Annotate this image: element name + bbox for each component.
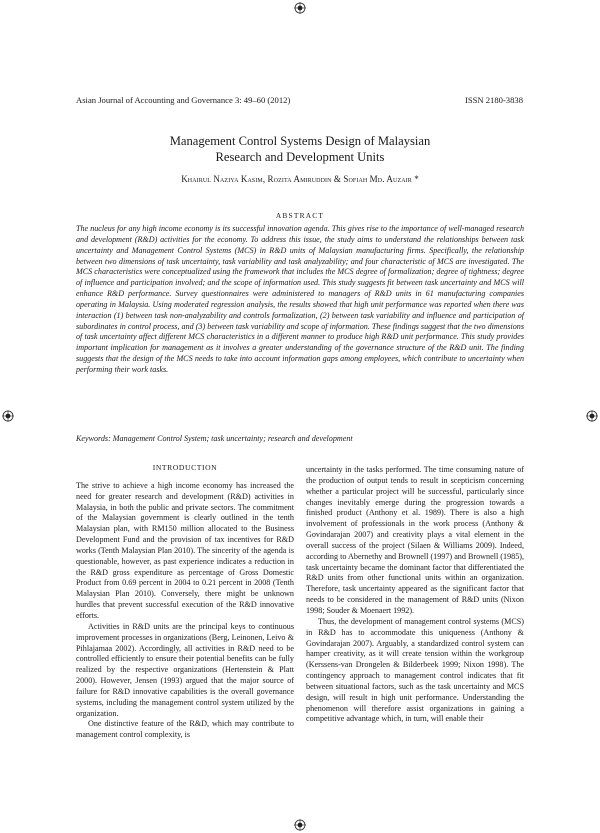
registration-mark-right [586,410,598,422]
keywords: Keywords: Management Control System; task uncertainty; research and development [76,434,353,443]
abstract-text: The nucleus for any high income economy is its successful innovation agenda. This gives rise to the importance of well-managed research and development (R&D) activities for the economy. To address this issue, the study aims to understand the relationships between task uncertainty and Management Control Systems (MCS) in R&D units of Malaysian manufacturing firms. Specifically, the relationship between two dimensions of task uncertainty, task variability and task analyzability; and four characteristic of MCS are investigated. The MCS characteristics were conceptualized using the framework that includes the MCS degree of formalization; degree of tightness; degree of influence and participation involved; and the scope of information used. This study suggests fit between task uncertainty and MCS will enhance R&D performance. Survey questionnaires were administered to managers of R&D units in 61 manufacturing companies operating in Malaysia. Using moderated regression analysis, the results showed that high unit performance was reported when there was interaction (1) between task non-analyzability and controls formalization, (2) between task variability and influence and participation of subordinates in control process, and (3) between task variability and scope of information. These findings suggest that the two dimensions of task uncertainty affect different MCS characteristics in a different manner to produce high R&D unit performance. This study provides important implication for management as it involves a greater understanding of the governance structure of the R&D unit. The finding suggests that the design of the MCS needs to take into account information gaps among employees, which contribute to uncertainty when performing their work tasks. [76,224,524,374]
abstract-heading: ABSTRACT [275,211,325,220]
paragraph: The strive to achieve a high income economy has increased the need for greater research and development (R&D) activities in Malaysia, in both the public and private sectors. The commitment of the Malaysian government is clearly outlined in the tenth Malaysian plan, with RM150 million allocated to the Business Development Fund and the provision of tax incentives for R&D works (Tenth Malaysian Plan 2010). The sincerity of the agenda is questionable, however, as past experience indicates a reduction in the R&D gross expenditure as percentage of Gross Domestic Product from 0.69 percent in 2004 to 0.21 percent in 2008 (Tenth Malaysian Plan 2010). Conversely, there might be unknown hurdles that prevent successful execution of the R&D innovative efforts. [76,480,294,620]
paragraph: Thus, the development of management control systems (MCS) in R&D has to accommodate this uniqueness (Anthony & Govindarajan 2007). Arguably, a standardized control system can hamper creativity, as it will create tension within the workgroup (Kerssens-van Drongelen & Bilderbeek 1999; Nixon 1998). The contingency approach to management control indicates that fit between situational factors, such as the task uncertainty and MCS design, will result in high unit performance. Understanding the phenomenon will therefore assist organizations in gaining a competitive advantage which, in turn, will enable their [306,616,524,724]
right-column [306,465,524,725]
left-column [76,463,294,741]
paragraph: Activities in R&D units are the principal keys to continuous improvement processes in organizations (Berg, Leinonen, Leivo & Pihlajamaa 2002). Accordingly, all activities in R&D need to be controlled efficiently to ensure their potential benefits can be fully realized by the respective organizations (Hertenstein & Platt 2000). However, Jensen (1993) argued that the major source of failure for R&D innovative capabilities is the overall governance systems, including the management control system utilized by the organization. [76,621,294,718]
journal-citation: Asian Journal of Accounting and Governance 3: 49–60 (2012) [76,95,291,105]
section-heading-introduction: INTRODUCTION [152,463,218,472]
paper-title [60,133,540,165]
author-list: Khairul Naziya Kasim, Rozita Amiruddin & Sofiah Md. Auzair * [181,174,419,184]
registration-mark-top [294,2,306,14]
registration-mark-bottom [294,819,306,831]
title-line-1: Management Control Systems Design of Malaysian [169,134,431,148]
paragraph: One distinctive feature of the R&D, which may contribute to management control complexity, is [76,719,294,740]
issn: ISSN 2180-3838 [464,95,523,105]
running-header [76,95,523,105]
registration-mark-left [2,410,14,422]
paragraph: uncertainty in the tasks performed. The time consuming nature of the production of output tends to result in scepticism concerning whether a particular project will be successful, particularly since changes inevitably emerge during the progression towards a finished product (Anthony et al. 1989). There is also a high involvement of professionals in the work process (Anthony & Govindarajan 2007) and creativity plays a vital element in the overall success of the project (Silaen & Williams 2009). Indeed, according to Abernethy and Brownell (1997) and Brownell (1985), task uncertainty became the dominant factor that differentiated the R&D units from other functional units within an organization. Therefore, task uncertainty appeared as the significant factor that needs to be considered in the management of R&D units (Nixon 1998; Souder & Moenaert 1992). [306,465,524,615]
title-line-2: Research and Development Units [215,150,385,164]
